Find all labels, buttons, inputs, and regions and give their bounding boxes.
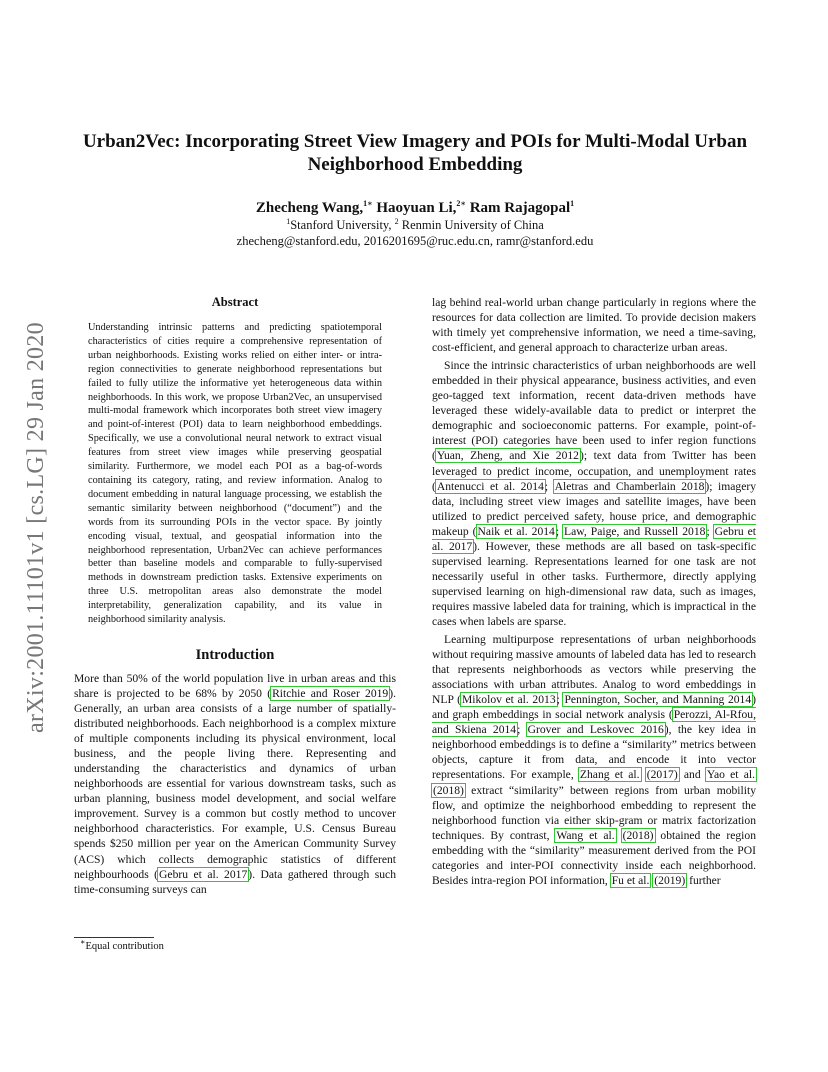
paragraph: More than 50% of the world population live in urban areas and this share is projected to be 68% by 2050 (Ritchie and Roser 2019). Generally, an urban area consists of a large number of spatially-distributed neighborhoods. Each neighborhood is a complex mixture of multiple components including its physical environment, local business, and the people living there. Representing and understanding the characteristics and dynamics of urban neighborhoods are essential for various downstream tasks, such as urban planning, business model development, and social welfare improvement. Survey is a common but costly method to uncover neighborhood characteristics. For example, U.S. Census Bureau spends $250 million per year on the American Community Survey (ACS) which collects demographic statistics of different neighbourhoods (Gebru et al. 2017). Data gathered through such time-consuming surveys can xyxy=(74,671,396,896)
citation-link[interactable]: Yao et al. xyxy=(706,768,755,782)
affiliations xyxy=(70,218,760,233)
citation-link[interactable]: Yuan, Zheng, and Xie 2012 xyxy=(436,449,579,463)
citation-link[interactable]: Mikolov et al. 2013 xyxy=(461,693,556,707)
author-list xyxy=(70,198,760,218)
author-emails: zhecheng@stanford.edu, 2016201695@ruc.edu.cn, ramr@stanford.edu xyxy=(236,234,594,248)
citation-link[interactable]: Aletras and Chamberlain 2018 xyxy=(554,479,705,493)
left-column xyxy=(74,295,396,897)
paragraph: Since the intrinsic characteristics of urban neighborhoods are well embedded in their physical appearance, business activities, and even geo-tagged text information, recent data-driven methods have leveraged these widely-available data to predict or interpret the demographic and socioeconomic patterns. For example, point-of-interest (POI) categories have been used to infer region functions (Yuan, Zheng, and Xie 2012); text data from Twitter has been leveraged to predict income, occupation, and unemployment rates (Antenucci et al. 2014; Aletras and Chamberlain 2018); imagery data, including street view images and satellite images, have been utilized to predict perceived safety, house price, and demographic makeup (Naik et al. 2014; Law, Paige, and Russell 2018; Gebru et al. 2017). However, these methods are all based on task-specific supervised learning. Representations learned for one task are not necessarily useful in other tasks. Furthermore, directly applying supervised learning on high-dimensional raw data, such as images, requires massive labeled data for training, which is impractical in the cases when labels are sparse. xyxy=(432,359,756,628)
author-name: Zhecheng Wang, xyxy=(255,200,364,216)
paragraph: Learning multipurpose representations of urban neighborhoods without requiring massive amounts of labeled data has led to research that represents neighborhoods as vectors while preserving the associations with urban attributes. Analog to word embeddings in NLP (Mikolov et al. 2013; Pennington, Socher, and Manning 2014) and graph embeddings in social network analysis (Perozzi, Al-Rfou, and Skiena 2014; Grover and Leskovec 2016), the key idea in neighborhood embeddings is to define a “similarity” metrics between objects, capture it from data, and encode it into vector representations. For example, Zhang et al. (2017) and Yao et al. (2018) extract “similarity” between regions from urban mobility flow, and optimize the neighborhood embedding to represent the neighborhood function via either skip-gram or matrix factorization techniques. By contrast, Wang et al. (2018) obtained the region embedding with the “similarity” measurement derived from the POI categories and inter-POI connectivity inside each neighborhood. Besides intra-region POI information, Fu et al. (2019) further xyxy=(432,633,757,887)
paragraph: lag behind real-world urban change particularly in regions where the resources for data collection are limited. To provide decision makers with timely yet comprehensive information, we need a time-saving, cost-efficient, and general approach to characterize urban areas. xyxy=(432,296,756,355)
affiliation: Stanford University, xyxy=(290,218,395,232)
author-name: Ram Rajagopal xyxy=(469,200,571,216)
affiliation-mark: 2 xyxy=(394,216,399,226)
citation-link[interactable]: (2017) xyxy=(646,768,678,782)
citation-link[interactable]: Naik et al. 2014 xyxy=(477,524,555,538)
footnote xyxy=(80,937,164,953)
author-mark: 1∗ xyxy=(363,199,373,208)
citation-link[interactable]: Law, Paige, and Russell 2018 xyxy=(564,524,706,538)
citation-link[interactable]: Antenucci et al. 2014 xyxy=(436,479,544,493)
citation-link[interactable]: Wang et al. xyxy=(556,828,615,842)
footnote-rule xyxy=(74,937,154,938)
author-name: Haoyuan Li, xyxy=(376,200,457,216)
citation-link[interactable]: (2019) xyxy=(654,873,686,887)
affiliation-mark: 1 xyxy=(286,216,291,226)
arxiv-sidebar xyxy=(14,295,58,760)
author-mark: 2∗ xyxy=(456,199,466,208)
citation-link[interactable]: Zhang et al. xyxy=(579,768,640,782)
citation-link[interactable]: (2018) xyxy=(622,828,654,842)
section-heading-introduction: Introduction xyxy=(195,646,275,663)
right-column xyxy=(432,295,756,888)
citation-link[interactable]: Grover and Leskovec 2016 xyxy=(527,723,664,737)
citation-link[interactable]: Pennington, Socher, and Manning 2014 xyxy=(564,693,752,707)
affiliation: Renmin University of China xyxy=(398,218,544,232)
footnote-mark: ∗ xyxy=(80,937,86,947)
citation-link[interactable]: (2018) xyxy=(433,783,464,797)
citation-link[interactable]: Perozzi, Al-Rfou, and Skiena 2014 xyxy=(432,708,757,737)
citation-link[interactable]: Ritchie and Roser 2019 xyxy=(272,686,389,700)
footnote-text: Equal contribution xyxy=(85,941,164,952)
citation-link[interactable]: Gebru et al. 2017 xyxy=(432,524,756,553)
citation-link[interactable]: Fu et al. xyxy=(611,873,650,887)
citation-link[interactable]: Gebru et al. 2017 xyxy=(159,867,248,881)
abstract-heading: Abstract xyxy=(211,295,259,309)
abstract-text: Understanding intrinsic patterns and predicting spatiotemporal characteristics of cities require a comprehensive representation of urban neighborhoods. Existing works relied on either inter- or intra-region connectivities to generate neighborhood representations but failed to fully utilize the informative yet heterogeneous data within neighborhoods. In this work, we propose Urban2Vec, an unsupervised multi-modal framework which incorporates both street view imagery and point-of-interest (POI) data to learn neighborhood embeddings. Specifically, we use a convolutional neural network to extract visual features from street view images while preserving geospatial similarity. Furthermore, we model each POI as a bag-of-words containing its category, rating, and review information. Analog to document embedding in natural language processing, we establish the semantic similarity between neighborhood (“document”) and the words from its surrounding POIs in the vector space. By jointly encoding visual, textual, and geospatial information into the neighborhood representation, Urban2Vec can achieve performances better than baseline models and comparable to fully-supervised methods in downstream prediction tasks. Extensive experiments on three U.S. metropolitan areas also demonstrate the model interpretability, generalization capability, and its value in neighborhood similarity analysis. xyxy=(88,322,382,626)
author-mark: 1 xyxy=(570,199,575,208)
paper-title: Urban2Vec: Incorporating Street View Imagery and POIs for Multi-Modal Urban Neighborhood Embedding xyxy=(82,131,748,175)
arxiv-identifier: arXiv:2001.11101v1 [cs.LG] 29 Jan 2020 xyxy=(22,322,49,733)
